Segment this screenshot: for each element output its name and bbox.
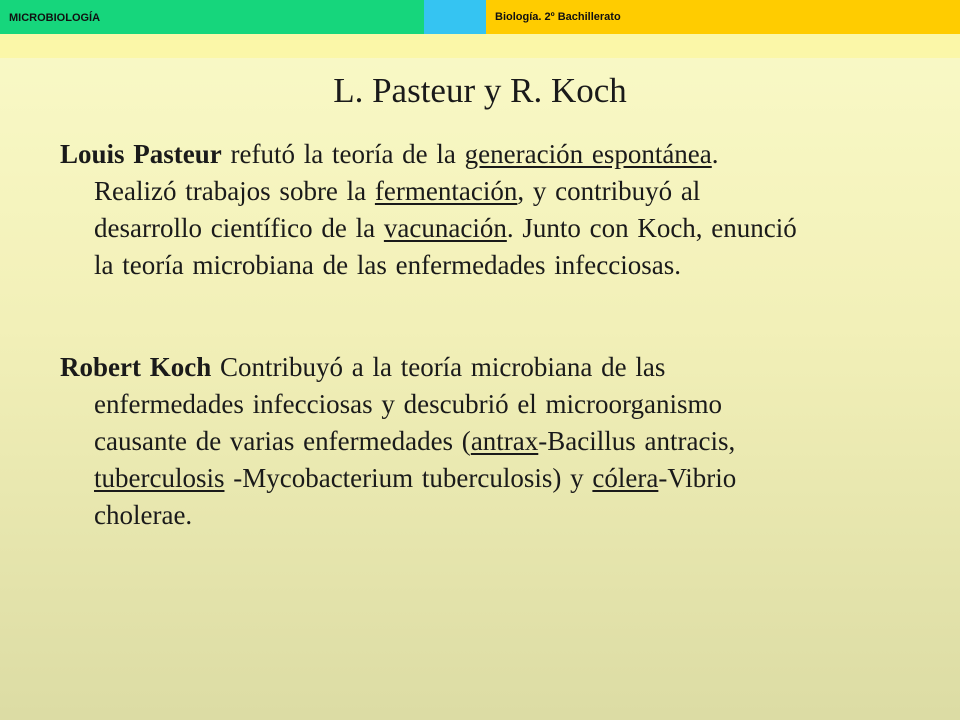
- term-colera: cólera: [592, 463, 659, 493]
- koch-line-4: [60, 460, 908, 497]
- course-label: Biología. 2º Bachillerato: [495, 11, 621, 23]
- koch-name: Robert Koch: [60, 352, 212, 382]
- term-vacunacion: vacunación: [383, 213, 507, 243]
- term-antrax: antrax: [470, 426, 539, 456]
- pasteur-name: Louis Pasteur: [60, 139, 222, 169]
- koch-line-4-end: -Vibrio: [658, 463, 737, 493]
- term-generacion-espontanea: generación espontánea: [464, 139, 712, 169]
- header-bar: [0, 0, 960, 34]
- koch-line-2: enfermedades infecciosas y descubrió el microorganismo: [94, 389, 723, 419]
- pasteur-line-3-end: . Junto con Koch, enunció: [506, 213, 797, 243]
- koch-line-3-end: -Bacillus antracis,: [538, 426, 736, 456]
- koch-paragraph: [60, 349, 908, 534]
- header-blue-segment: [424, 0, 486, 34]
- slide-title: L. Pasteur y R. Koch: [333, 71, 627, 110]
- koch-line-1-text: Contribuyó a la teoría microbiana de las: [211, 352, 666, 382]
- term-fermentacion: fermentación: [374, 176, 518, 206]
- pasteur-line-3: [60, 210, 908, 247]
- pasteur-line-1: [60, 136, 908, 173]
- header-green-segment: [0, 0, 424, 34]
- pasteur-paragraph: [60, 136, 908, 284]
- term-tuberculosis: tuberculosis: [94, 463, 225, 493]
- header-underband: [0, 34, 960, 58]
- pasteur-line-1-end: .: [711, 139, 719, 169]
- pasteur-line-3-text: desarrollo científico de la: [94, 213, 384, 243]
- koch-line-1: [60, 349, 908, 386]
- pasteur-line-4: la teoría microbiana de las enfermedades infecciosas.: [94, 250, 681, 280]
- koch-line-4-mid: -Mycobacterium tuberculosis) y: [224, 463, 593, 493]
- pasteur-line-2-text: Realizó trabajos sobre la: [94, 176, 375, 206]
- header-yellow-segment: [486, 0, 960, 34]
- pasteur-line-1-text: refutó la teoría de la: [221, 139, 465, 169]
- pasteur-line-2: [60, 173, 908, 210]
- subject-label: MICROBIOLOGÍA: [9, 12, 101, 24]
- koch-line-3: [60, 423, 908, 460]
- koch-line-5: cholerae.: [94, 500, 193, 530]
- pasteur-line-2-end: , y contribuyó al: [517, 176, 701, 206]
- koch-line-3-text: causante de varias enfermedades (: [94, 426, 471, 456]
